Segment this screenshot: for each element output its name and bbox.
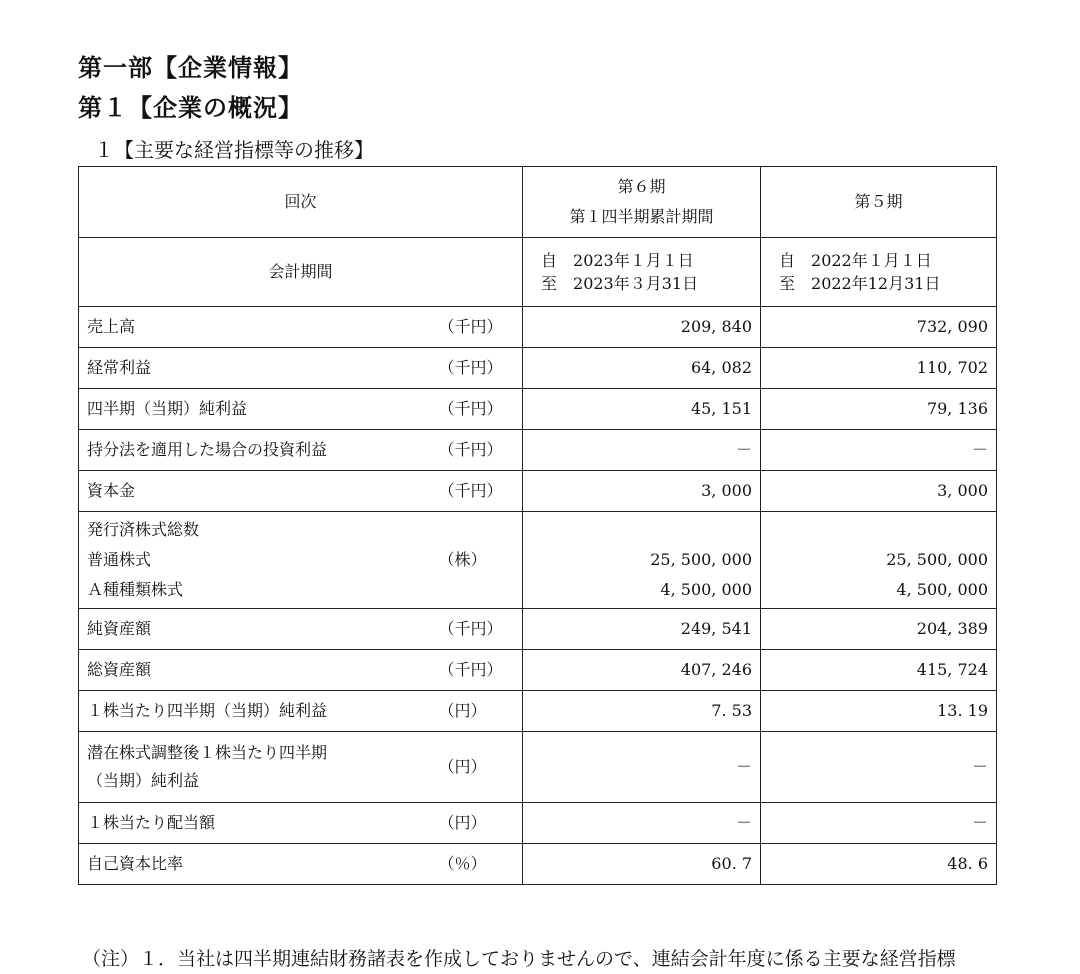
row-value-fy: 48. 6 (761, 844, 997, 885)
row-unit: （千円） (431, 430, 523, 471)
shares-outstanding-row (79, 512, 997, 609)
row-label: １株当たり配当額 (79, 803, 431, 844)
header-col-q1 (523, 167, 761, 238)
row-value-q1: 3, 000 (523, 471, 761, 512)
row-value-q1: 45, 151 (523, 389, 761, 430)
financial-metrics-table (78, 166, 997, 885)
period-q1-from: 自 2023年１月１日 (541, 251, 694, 270)
row-label: １株当たり四半期（当期）純利益 (79, 691, 431, 732)
row-unit: （千円） (431, 650, 523, 691)
header-col-fy: 第５期 (761, 167, 997, 238)
shares-label-common: 普通株式 (87, 550, 152, 569)
shares-label (79, 512, 431, 609)
shares-q1-class-a: 4, 500, 000 (660, 580, 753, 599)
header-row (79, 167, 997, 238)
row-value-q1: － (523, 803, 761, 844)
row-unit: （千円） (431, 471, 523, 512)
table-row (79, 471, 997, 512)
table-row (79, 650, 997, 691)
period-q1-to: 至 2023年３月31日 (541, 274, 699, 293)
row-unit: （円） (431, 803, 523, 844)
shares-unit: （株） (431, 512, 523, 609)
header-col-q1-line2: 第１四半期累計期間 (569, 207, 714, 226)
row-value-fy: 3, 000 (761, 471, 997, 512)
table-row (79, 430, 997, 471)
header-label: 回次 (79, 167, 523, 238)
row-unit: （円） (431, 691, 523, 732)
row-value-q1: 209, 840 (523, 307, 761, 348)
row-value-q1: 7. 53 (523, 691, 761, 732)
row-label: 経常利益 (79, 348, 431, 389)
header-col-q1-line1: 第６期 (617, 177, 666, 196)
diluted-value-fy: － (761, 732, 997, 803)
row-value-q1: 249, 541 (523, 609, 761, 650)
diluted-label-line1: 潜在株式調整後１株当たり四半期 (87, 743, 328, 762)
diluted-value-q1: － (523, 732, 761, 803)
shares-fy-common: 25, 500, 000 (886, 550, 989, 569)
shares-fy-class-a: 4, 500, 000 (896, 580, 989, 599)
table-row (79, 307, 997, 348)
period-label: 会計期間 (79, 238, 523, 307)
row-value-fy: － (761, 430, 997, 471)
table-row (79, 691, 997, 732)
row-value-fy: 204, 389 (761, 609, 997, 650)
row-label: 売上高 (79, 307, 431, 348)
diluted-unit: （円） (431, 732, 523, 803)
row-label: 持分法を適用した場合の投資利益 (79, 430, 431, 471)
row-unit: （％） (431, 844, 523, 885)
shares-label-class-a: Ａ種種類株式 (87, 580, 184, 599)
shares-values-q1 (523, 512, 761, 609)
row-value-q1: 60. 7 (523, 844, 761, 885)
row-value-q1: － (523, 430, 761, 471)
period-fy-to: 至 2022年12月31日 (779, 274, 941, 293)
period-row (79, 238, 997, 307)
table-row (79, 389, 997, 430)
section-heading: １【主要な経営指標等の推移】 (94, 138, 374, 162)
row-value-fy: 79, 136 (761, 389, 997, 430)
shares-values-fy (761, 512, 997, 609)
row-label: 自己資本比率 (79, 844, 431, 885)
chapter-heading: 第１【企業の概況】 (78, 94, 303, 122)
row-unit: （千円） (431, 609, 523, 650)
row-unit: （千円） (431, 348, 523, 389)
row-label: 総資産額 (79, 650, 431, 691)
row-label: 純資産額 (79, 609, 431, 650)
diluted-eps-row (79, 732, 997, 803)
part-heading: 第一部【企業情報】 (78, 54, 303, 82)
diluted-label (79, 732, 431, 803)
period-fy-from: 自 2022年１月１日 (779, 251, 932, 270)
period-col-fy (761, 238, 997, 307)
row-value-fy: 732, 090 (761, 307, 997, 348)
row-value-fy: 415, 724 (761, 650, 997, 691)
row-value-fy: － (761, 803, 997, 844)
footnote: （注）１．当社は四半期連結財務諸表を作成しておりませんので、連結会計年度に係る主要な経営指標 (82, 948, 956, 970)
row-unit: （千円） (431, 307, 523, 348)
row-unit: （千円） (431, 389, 523, 430)
table-row (79, 844, 997, 885)
shares-q1-common: 25, 500, 000 (650, 550, 753, 569)
table-row (79, 609, 997, 650)
shares-label-title: 発行済株式総数 (87, 520, 200, 539)
row-label: 四半期（当期）純利益 (79, 389, 431, 430)
diluted-label-line2: （当期）純利益 (87, 771, 200, 790)
row-label: 資本金 (79, 471, 431, 512)
row-value-fy: 13. 19 (761, 691, 997, 732)
period-col-q1 (523, 238, 761, 307)
row-value-q1: 407, 246 (523, 650, 761, 691)
table-row (79, 348, 997, 389)
row-value-fy: 110, 702 (761, 348, 997, 389)
row-value-q1: 64, 082 (523, 348, 761, 389)
table-row (79, 803, 997, 844)
